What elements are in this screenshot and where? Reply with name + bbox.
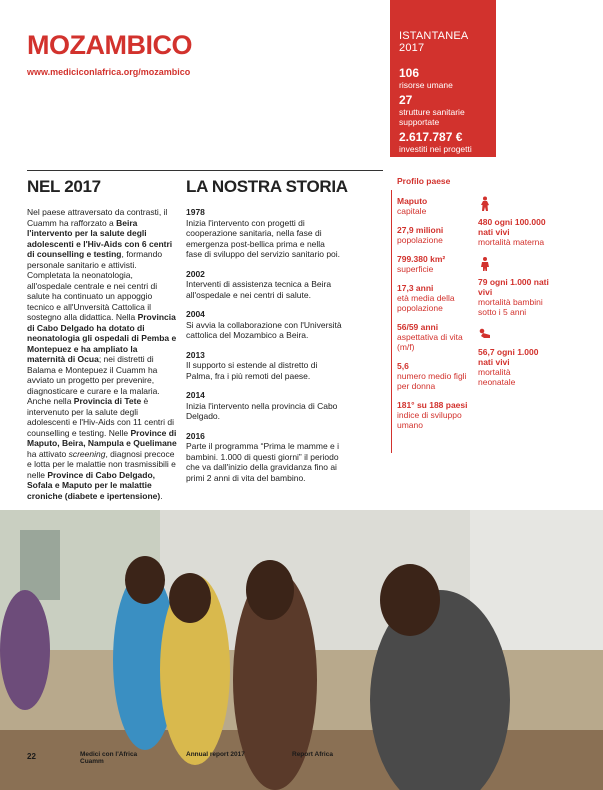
snapshot-value: 2.617.787 € — [399, 130, 463, 144]
page-number: 22 — [27, 752, 36, 761]
snapshot-label: strutture sanitarie supportate — [399, 107, 465, 127]
profilo-item: 27,9 milioni popolazione — [397, 225, 444, 245]
profilo-item: 79 ogni 1.000 nati vivi mortalità bambini sotto i 5 anni — [478, 256, 550, 317]
pregnant-woman-icon — [478, 196, 492, 212]
child-icon — [478, 256, 492, 272]
storia-text: Si avvia la collaborazione con l'Università cattolica del Mozambico a Beira. — [186, 319, 342, 340]
profilo-item: 17,3 anni età media della popolazione — [397, 283, 455, 313]
profilo-item: 799.380 km² superficie — [397, 254, 446, 274]
footer-section: Report Africa — [292, 751, 333, 758]
storia-year: 1978 — [186, 207, 205, 217]
snapshot-label: risorse umane — [399, 80, 453, 90]
profilo-item: 480 ogni 100.000 nati vivi mortalità materna — [478, 196, 550, 247]
baby-icon — [478, 326, 492, 342]
snapshot-box — [390, 0, 496, 157]
snapshot-item — [399, 94, 488, 127]
profilo-item: 181° su 188 paesi indice di sviluppo umano — [397, 400, 468, 430]
storia-text: Interventi di assistenza tecnica a Beira all'ospedale e nei centri di salute. — [186, 279, 332, 300]
storia-year: 2016 — [186, 430, 205, 441]
storia-year: 2013 — [186, 349, 205, 360]
snapshot-value: 27 — [399, 93, 413, 107]
nel2017-body: Nel paese attraversato da contrasti, il Cuamm ha rafforzato a Beira l'intervento per la salute degli adolescenti e l'Hiv-Aids con 6 centri di counselling e testing, formando personale sanitario e attivisti. Completata la neonatologia, all'ospedale centrale e nei centri di salute ha continuato un appoggio tecnico e all'Unversità Cattolica il sostegno alla didattica. Nella Provincia di Cabo Delgado ha dotato di neonatologia gli ospedali di Pemba e Montepuez e ha ampliato la maternità di Ocua; nei distretti di Balama e Montepuez il Cuamm ha avviato un progetto per prevenire, diagnosticare e curare e la malaria. Anche nella Provincia di Tete è intervenuto per la salute degli adolescenti e l'Hiv-Aids con 11 centri di counselling e testing. Nelle Province di Maputo, Beira, Nampula e Quelimane ha attivato screening, diagnosi precoce e lotta per le malattie non trasmissibili e nelle Province di Cabo Delgado, Sofala e Maputo per le malattie croniche (diabete e ipertensione). — [27, 207, 177, 501]
profilo-left-column — [397, 196, 477, 439]
footer-report: Annual report 2017 — [186, 751, 245, 758]
snapshot-item — [399, 67, 488, 90]
storia-text: Inizia l'intervento con progetti di cooperazione sanitaria, nella fase di emergenza post-bellica prima e nella fase di sviluppo del servizio sanitario poi. — [186, 217, 341, 259]
country-title: MOZAMBICO — [27, 30, 192, 60]
profilo-item: 56/59 anni aspettativa di vita (m/f) — [397, 322, 463, 352]
profilo-right-column — [478, 196, 550, 396]
women-photo — [0, 510, 603, 790]
profilo-item: 5,6 numero medio figli per donna — [397, 361, 467, 391]
storia-year: 2002 — [186, 268, 205, 279]
nel2017-heading: NEL 2017 — [27, 177, 101, 196]
storia-text: Inizia l'intervento nella provincia di Cabo Delgado. — [186, 400, 338, 421]
storia-body — [186, 207, 342, 483]
storia-year: 2014 — [186, 390, 205, 400]
snapshot-item — [399, 131, 488, 154]
section-divider — [27, 170, 383, 171]
storia-text: Parte il programma “Prima le mamme e i bambini. 1.000 di questi giorni” il periodo che va dall'inizio della gravidanza fino ai primi 2 anni di vita del bambino. — [186, 441, 340, 483]
profilo-item: Maputo capitale — [397, 196, 428, 216]
profilo-item: 56,7 ogni 1.000 nati vivi mortalità neonatale — [478, 326, 550, 387]
storia-year: 2004 — [186, 309, 205, 319]
profilo-heading: Profilo paese — [397, 176, 451, 186]
snapshot-title: ISTANTANEA 2017 — [399, 30, 468, 54]
profilo-border — [391, 190, 392, 453]
storia-heading: LA NOSTRA STORIA — [186, 177, 348, 196]
country-profile — [397, 176, 592, 430]
footer-org: Medici con l'Africa Cuamm — [80, 751, 138, 765]
country-url-link[interactable]: www.mediciconlafrica.org/mozambico — [27, 67, 191, 77]
snapshot-label: investiti nei progetti — [399, 144, 472, 154]
storia-text: Il supporto si estende al distretto di Palma, fra i più remoti del paese. — [186, 360, 318, 381]
snapshot-value: 106 — [399, 66, 420, 80]
